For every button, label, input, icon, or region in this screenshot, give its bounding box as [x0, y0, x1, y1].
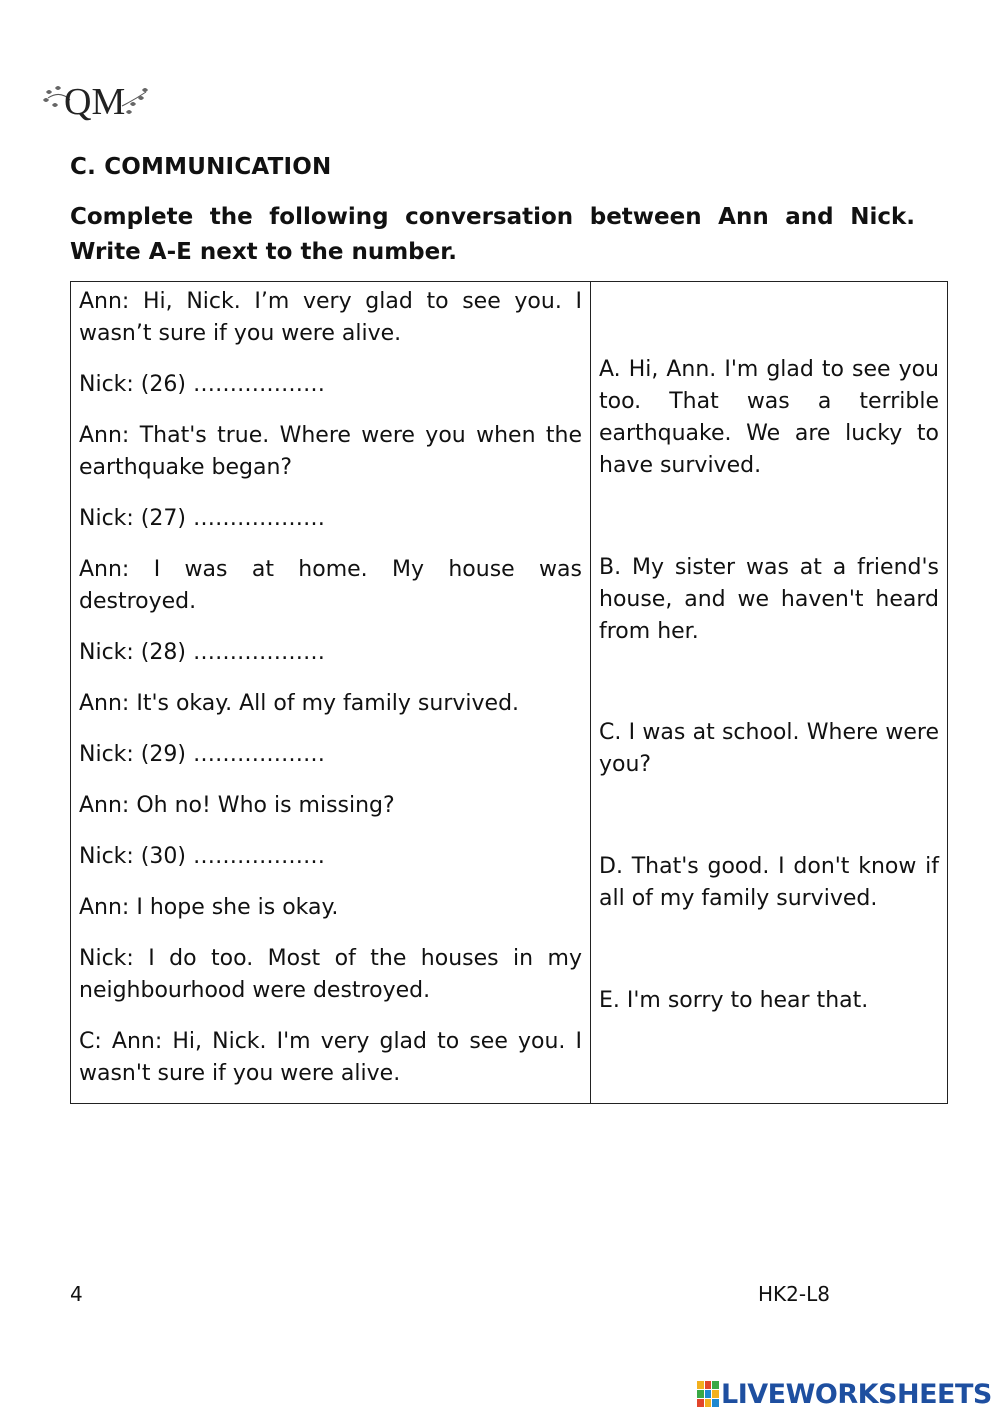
option-b: B. My sister was at a friend's house, and we haven't heard from her.	[599, 555, 939, 644]
brand-text: LIVEWORKSHEETS	[721, 1378, 992, 1410]
option-a: A. Hi, Ann. I'm glad to see you too. That was a terrible earthquake. We are lucky to have survived.	[599, 357, 939, 478]
instructions-line-2: Write A-E next to the number.	[70, 239, 458, 265]
dialogue-line: Ann: I hope she is okay.	[79, 895, 339, 920]
dialogue-line: Ann: That's true. Where were you when the earthquake began?	[79, 423, 582, 480]
dialogue-line: Nick: I do too. Most of the houses in my neighbourhood were destroyed.	[79, 946, 582, 1003]
instructions-line-1: Complete the following conversation between Ann and Nick.	[70, 204, 915, 230]
option-e: E. I'm sorry to hear that.	[599, 988, 869, 1013]
dialogue-blank-26[interactable]: Nick: (26) ………………	[79, 372, 325, 397]
dialogue-line: Ann: Oh no! Who is missing?	[79, 793, 395, 818]
options-column	[591, 282, 947, 1103]
dialogue-line: Ann: It's okay. All of my family survived.	[79, 691, 520, 716]
logo-text: QM	[64, 81, 126, 123]
dialogue-blank-27[interactable]: Nick: (27) ………………	[79, 506, 325, 531]
worksheet-code: HK2-L8	[758, 1282, 830, 1306]
dialogue-blank-28[interactable]: Nick: (28) ………………	[79, 640, 325, 665]
option-d: D. That's good. I don't know if all of my family survived.	[599, 854, 939, 911]
option-c: C. I was at school. Where were you?	[599, 720, 939, 777]
page-number: 4	[70, 1282, 83, 1306]
liveworksheets-logo-icon	[697, 1381, 719, 1407]
liveworksheets-brand[interactable]	[697, 1376, 992, 1412]
dialogue-blank-29[interactable]: Nick: (29) ………………	[79, 742, 325, 767]
section-title: C. COMMUNICATION	[70, 154, 332, 180]
dialogue-line: Ann: Hi, Nick. I’m very glad to see you. I wasn’t sure if you were alive.	[79, 289, 582, 346]
exercise-table	[70, 281, 948, 1104]
instructions	[70, 200, 915, 270]
dialogue-line: Ann: I was at home. My house was destroyed.	[79, 557, 582, 614]
dialogue-column	[71, 282, 591, 1103]
qm-logo	[40, 70, 152, 130]
dialogue-blank-30[interactable]: Nick: (30) ………………	[79, 844, 325, 869]
dialogue-line: C: Ann: Hi, Nick. I'm very glad to see you. I wasn't sure if you were alive.	[79, 1029, 582, 1086]
qm-logo-graphic	[40, 70, 152, 130]
